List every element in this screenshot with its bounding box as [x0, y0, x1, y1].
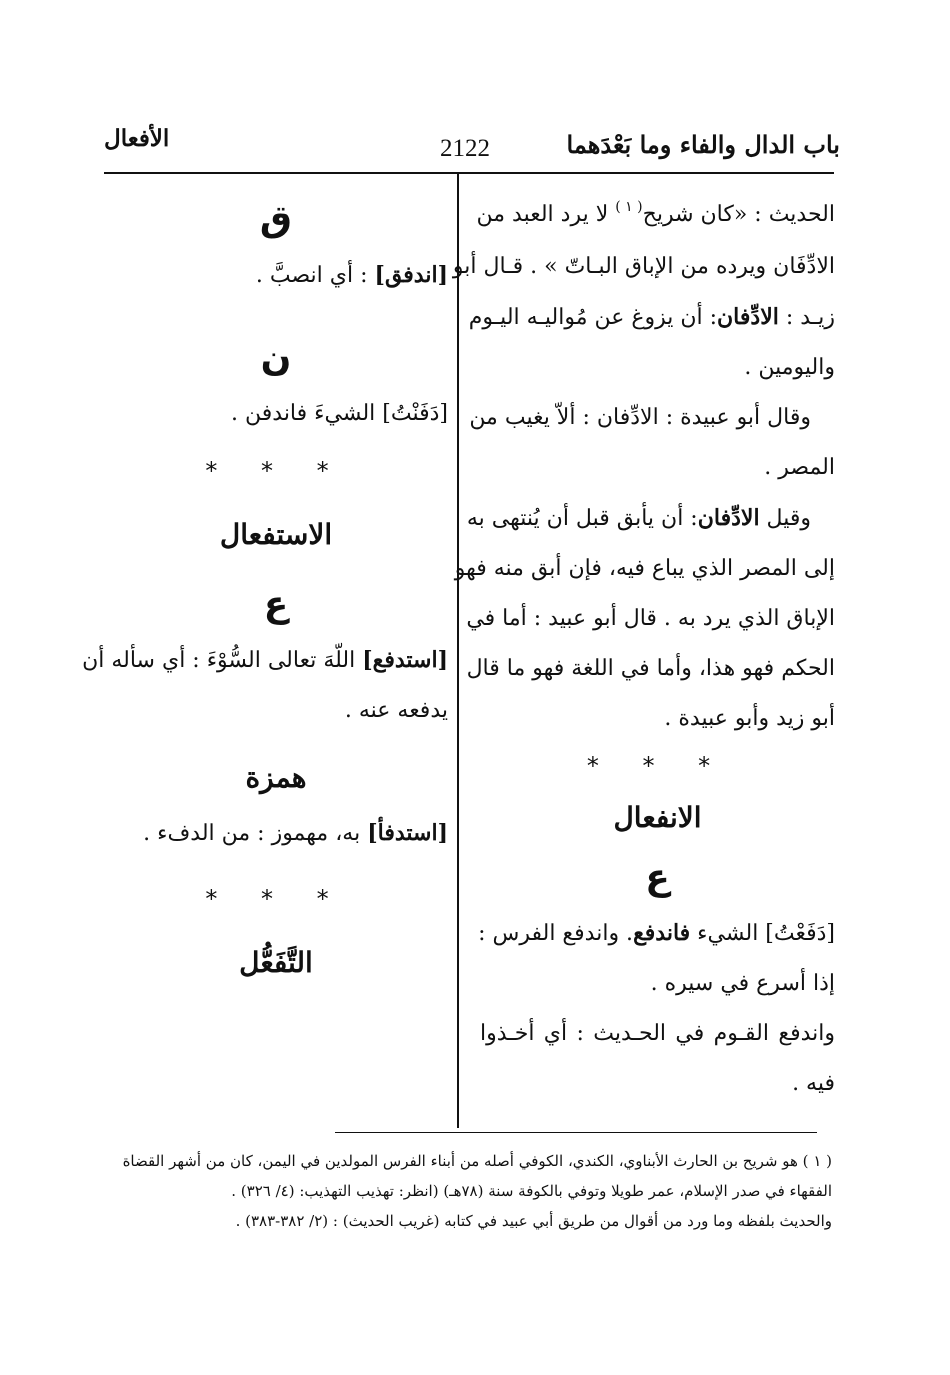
footnotes [112, 1146, 832, 1236]
text-line: وقال أبو عبيدة : الادِّفان : ألاّ يغيب من [469, 405, 811, 430]
text-line: وقيل الادِّفان: أن يأبق قبل أن يُنتهى به [466, 505, 811, 531]
defined-term: فاندفع [633, 920, 691, 946]
section-title-istifaal: الاستفعال [219, 518, 333, 551]
text-line: الإباق الذي يرد به . قال أبو عبيد : أما في [466, 606, 835, 631]
entry-line: [اندفق] : أي انصبَّ . [255, 262, 448, 288]
entry-line: [دَفَعْتُ] الشيء فاندفع. واندفع الفرس : [478, 920, 835, 946]
text-line: الادِّفَان ويرده من الإباق البـاتّ » . قـال أبو [452, 254, 835, 279]
entry-line: واندفع القـوم في الحـديث : أي أخـذوا [480, 1021, 835, 1046]
section-separator: * * * [586, 752, 729, 780]
entry-line: [دَفَنْتُ] الشيءَ فاندفن . [231, 401, 448, 426]
entry-line: إذا أسرع في سيره . [650, 971, 835, 996]
section-title-tafaul: التَّفَعُّل [239, 946, 313, 979]
text-line: المصر . [764, 455, 835, 480]
entry-keyword: [استدفع] [362, 647, 448, 673]
footnote-line: الفقهاء في صدر الإسلام، عمر طويلا وتوفي بالكوفة سنة (٧٨هـ) (انظر: تهذيب التهذيب: (٤/ ٣٢٦) . [231, 1182, 832, 1200]
section-separator: * * * [205, 457, 347, 485]
letter-heading-qaf: ق [259, 199, 293, 240]
letter-heading-ayn: ع [263, 584, 289, 625]
letter-heading-ayn: ع [645, 857, 670, 898]
footnote-line: والحديث بلفظه وما ورد من أقوال من طريق أبي عبيد في كتابه (غريب الحديث) : (٢/ ٣٨٢-٣٨٣) . [235, 1212, 832, 1230]
defined-term: الادِّفان [717, 304, 779, 330]
text-line: إلى المصر الذي يباع فيه، فإن أبق منه فهو [454, 556, 835, 581]
text-line: الحديث : «كان شريح$^{( ١ )}$ لا يرد العبد من [476, 199, 835, 227]
entry-keyword: [اندفق] [374, 262, 448, 288]
entry-keyword: [استدفأ] [367, 820, 448, 846]
footnote-marker: ( ١ ) [615, 199, 643, 215]
entry-line: [استدفأ] به، مهموز : من الدفء . [143, 820, 448, 846]
chapter-title: باب الدال والفاء وما بَعْدَهما [566, 130, 840, 159]
entry-line: يدفعه عنه . [344, 698, 448, 723]
footnote-line: ( ١ ) هو شريح بن الحارث الأبناوي، الكندي، الكوفي أصله من أبناء الفرس المولدين في اليمن، كان من أشهر القضاة [122, 1152, 832, 1170]
text-line: واليومين . [744, 355, 835, 380]
footnote-rule [335, 1132, 817, 1133]
left-column [82, 190, 448, 993]
text-line: الحكم فهو هذا، وأما في اللغة فهو ما قال [466, 656, 835, 681]
column-divider [457, 173, 459, 1128]
section-separator: * * * [205, 885, 347, 913]
entry-line: فيه . [792, 1071, 835, 1096]
header-rule [104, 172, 834, 174]
right-column [452, 190, 835, 1109]
text-line: أبو زيد وأبو عبيدة . [664, 706, 835, 731]
page-number: 2122 [440, 135, 490, 162]
section-header: الأفعال [104, 125, 170, 152]
letter-heading-nun: ن [260, 338, 292, 379]
text-line: زيـد : الادِّفان: أن يزوغ عن مُواليـه اليـوم [468, 304, 835, 330]
section-title-infiaal: الانفعال [613, 801, 702, 834]
entry-line: [استدفع] اللّهَ تعالى السُّوْءَ : أي سأله أن [82, 647, 448, 673]
defined-term: الادِّفان [697, 505, 760, 531]
hamza-heading: همزة [245, 761, 307, 794]
